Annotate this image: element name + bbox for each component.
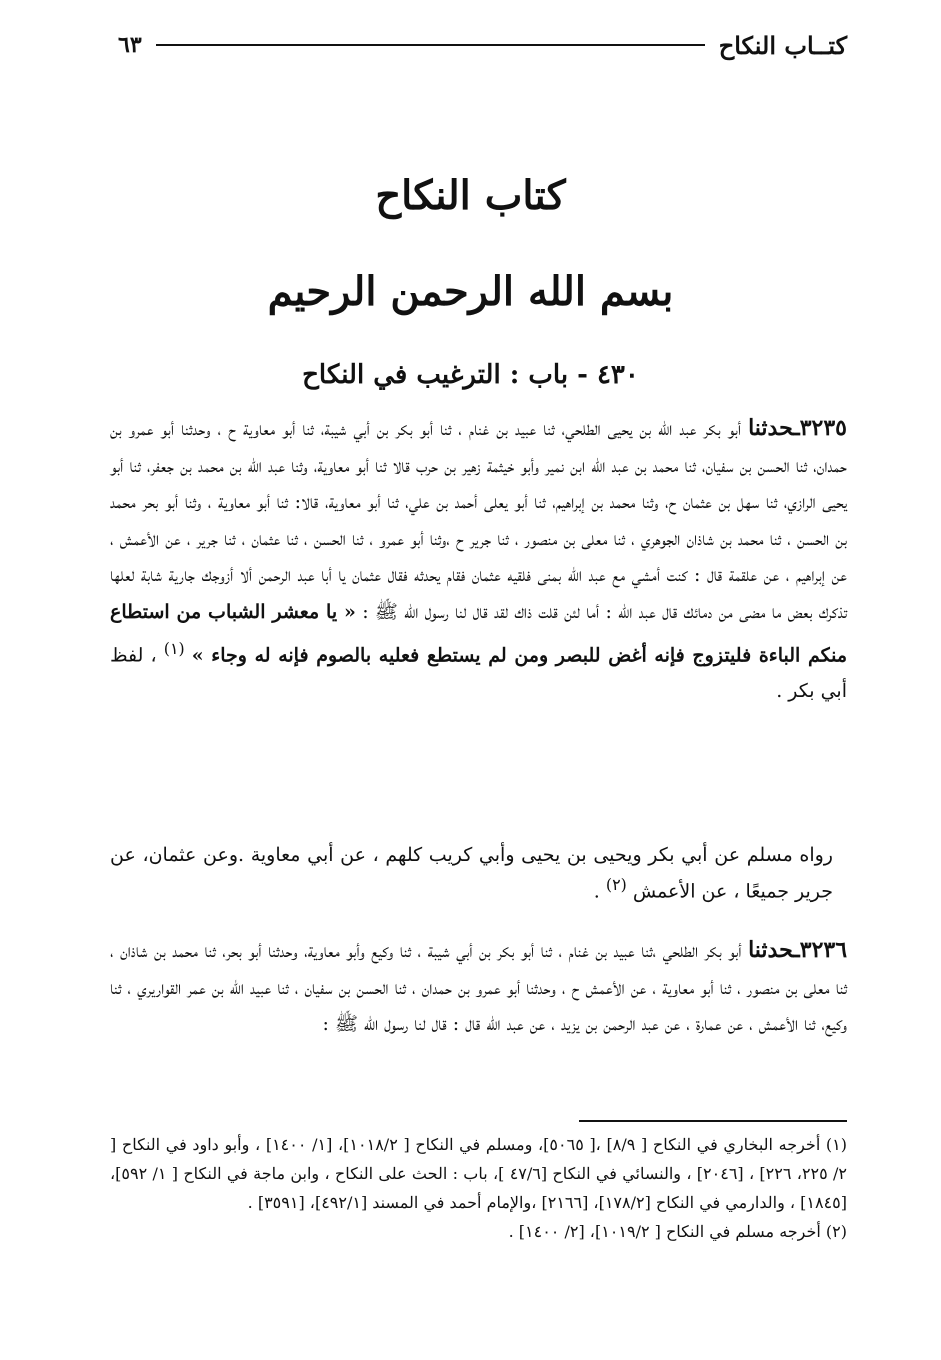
running-head-title: كتــاب النكاح (718, 30, 847, 60)
page-number: ٦٣ (118, 32, 142, 58)
hadith-3235 (110, 410, 847, 710)
footnote-ref: (٢) (605, 875, 627, 894)
book-title: كتاب النكاح (375, 172, 566, 219)
chapter-title: الترغيب في النكاح (302, 360, 501, 390)
hadith-isnad: أبو بكر الطلحي ،ثنا عبيد بن غنام ، ثنا أبو بكر بن أبي شيبة ، ثنا وكيع وأبو معاوية، وحدثنا أبو بحر، ثنا محمد بن شاذان ، ثنا معلى بن منصور ، ثنا أبو معاوية ، عن الأعمش ح ، وحدثنا أبو عمرو بن حمدان ، ثنا الحسن بن سفيان ، ثنا عبيد الله بن عمر القواريري ، ثنا وكيع، ثنا الأعمش ، عن عمارة ، عن عبد الرحمن بن يزيد ، عن عبد الله قال : قال لنا رسول الله ﷺ : (110, 940, 847, 1036)
hadith-number: ٣٢٣٦ـحدثنا (748, 937, 848, 963)
narration-note (110, 840, 847, 906)
hadith-ending: ، لفظ أبي بكر . (110, 643, 847, 703)
narration-ending: . (593, 880, 600, 903)
hadith-3236 (110, 932, 847, 1043)
footnote-separator (579, 1120, 847, 1122)
hadith-number: ٣٢٣٥ـحدثنا (748, 415, 847, 441)
footnote-1: (١) أخرجه البخاري في النكاح [ ٨/٩] ،[ ٥٠٦٥]، ومسلم في النكاح [ ١٠١٨/٢]، [١/ ١٤٠٠] ، وأبو داود في النكاح [ ٢/ ٢٢٥، ٢٢٦] ، [٢٠٤٦] ، والنسائي في النكاح [٤٧/٦ ]، باب : الحث على النكاح ، وابن ماجة في النكاح [ ١/ ٥٩٢]، [١٨٤٥] ، والدارمي في النكاح [١٧٨/٢]، [٢١٦٦] ،والإمام أحمد في المسند [٤٩٢/١]، [٣٥٩١] . (110, 1135, 848, 1212)
running-head (118, 28, 847, 62)
basmala: بسم الله الرحمن الرحيم (267, 268, 674, 315)
hadith-isnad: أبو بكر عبد الله بن يحيى الطلحي، ثنا عبيد بن غنام ، ثنا أبو بكر بن أبي شيبة، ثنا أبو معاوية ح ، وحدثنا أبو عمرو بن حمدان، ثنا الحسن بن سفيان، ثنا محمد بن عبد الله ابن نمير وأبو خيثمة زهير بن حرب قالا ثنا أبو معاوية، وثنا عبد الله بن محمد بن جعفر، ثنا أبو يحيى الرازي، ثنا سهل بن عثمان ح، وثنا محمد بن إبراهيم، ثنا أبو يعلى أحمد بن علي، ثنا أبو معاوية، قالا: ثنا أبو معاوية ، وثنا أبو بحر محمد بن الحسن ، ثنا محمد بن شاذان الجوهري ، ثنا معلى بن منصور ، ثنا جرير ح ،وثنا أبو عمرو ، ثنا الحسن ، ثنا عثمان ، ثنا جرير ، عن الأعمش ، عن إبراهيم ، عن علقمة قال : كنت أمشي مع عبد الله بمنى فلقيه عثمان فقام يحدثه فقال عثمان يا أبا عبد الرحمن ألا أزوجك جارية شابة لعلها تذكرك بعض ما مضى من دمائك قال عبد الله : أما لئن قلت ذاك لقد قال لنا رسول الله ﷺ : (110, 418, 848, 623)
footnote-ref: (١) (163, 638, 185, 658)
chapter-number: ٤٣٠ - باب : (509, 360, 639, 390)
footnote-2: (٢) أخرجه مسلم في النكاح [ ١٠١٩/٢]، [٢/ ١٤٠٠] . (508, 1222, 847, 1241)
hadith-matn: « يا معشر الشباب من استطاع منكم الباءة فليتزوج فإنه أغض للبصر ومن لم يستطع فعليه بالصوم فإنه له وجاء » (110, 600, 847, 666)
running-head-rule (156, 44, 705, 46)
narration-text: رواه مسلم عن أبي بكر ويحيى بن يحيى وأبي كريب كلهم ، عن أبي معاوية .وعن عثمان، عن جرير جميعًا ، عن الأعمش (110, 844, 833, 903)
chapter-heading (0, 360, 941, 390)
footnotes (110, 1130, 847, 1246)
